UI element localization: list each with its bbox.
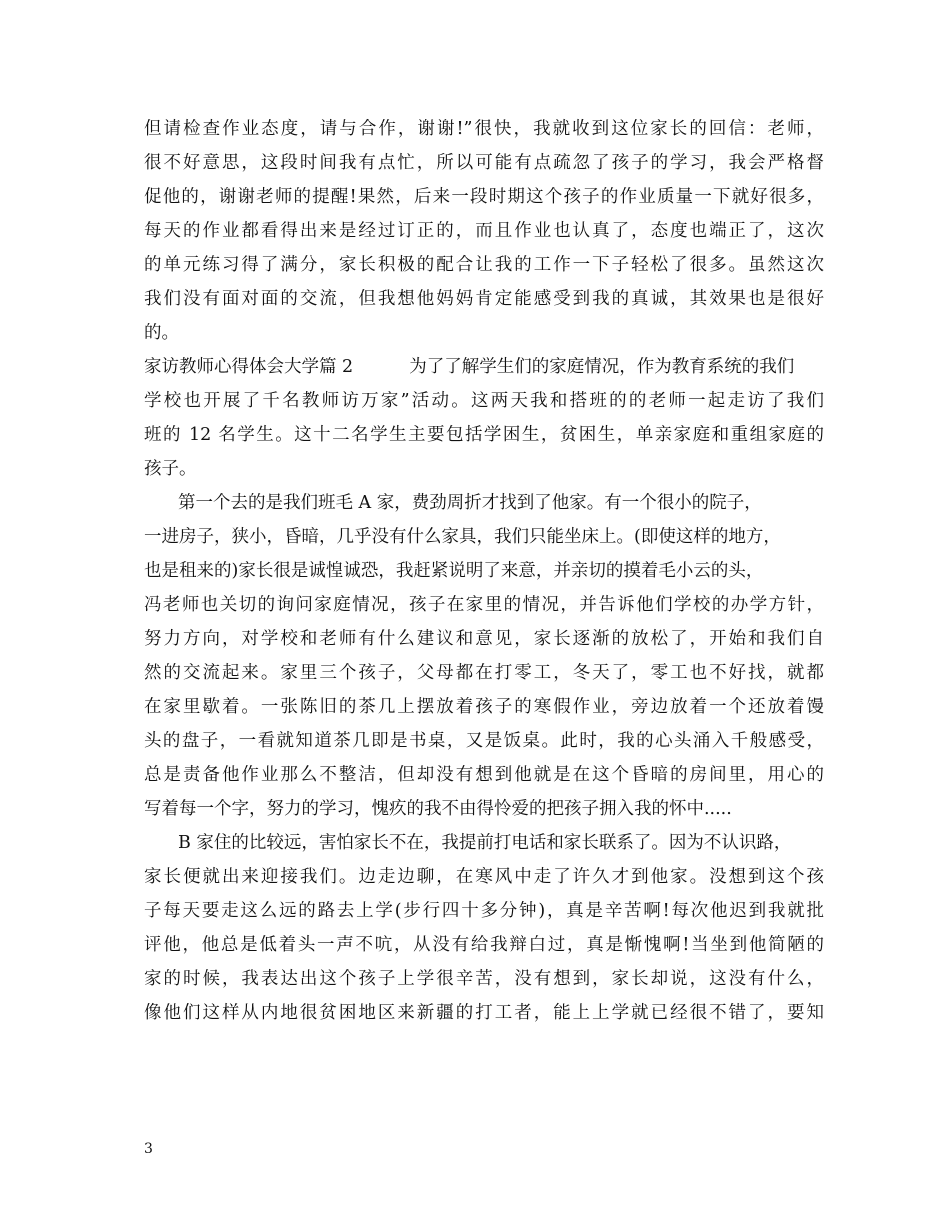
text-line-content: 的。 [144, 323, 179, 343]
text-line [144, 452, 824, 486]
text-line-content: 评他，他总是低着头一声不吭，从没有给我辩白过，真是惭愧啊!当坐到他简陋的 [144, 935, 824, 955]
text-line [144, 758, 824, 792]
text-line-content: 总是责备他作业那么不整洁，但却没有想到他就是在这个昏暗的房间里，用心的 [144, 765, 824, 785]
section-heading: 家访教师心得体会大学篇 2 [144, 357, 354, 377]
text-line-tail: 为了了解学生们的家庭情况，作为教育系统的我们 [409, 357, 795, 377]
text-line-content: 很不好意思，这段时间我有点忙，所以可能有点疏忽了孩子的学习，我会严格督 [144, 153, 824, 173]
text-line-content: 像他们这样从内地很贫困地区来新疆的打工者，能上上学就已经很不错了，要知 [144, 1003, 824, 1023]
text-line [144, 486, 824, 520]
text-line-content: 我们没有面对面的交流，但我想他妈妈肯定能感受到我的真诚，其效果也是很好 [144, 289, 824, 309]
text-line [144, 928, 824, 962]
section-heading-line [144, 350, 824, 384]
text-line [144, 384, 824, 418]
text-line [144, 894, 824, 928]
text-line-content: 每天的作业都看得出来是经过订正的，而且作业也认真了，态度也端正了，这次 [144, 221, 824, 241]
text-line-content: B 家住的比较远，害怕家长不在，我提前打电话和家长联系了。因为不认识路， [178, 833, 792, 853]
text-line [144, 656, 824, 690]
text-line-content: 促他的，谢谢老师的提醒!果然，后来一段时期这个孩子的作业质量一下就好很多， [144, 187, 824, 207]
text-line-content: 的单元练习得了满分，家长积极的配合让我的工作一下子轻松了很多。虽然这次 [144, 255, 824, 275]
text-line [144, 146, 824, 180]
text-line-content: 学校也开展了千名教师访万家”活动。这两天我和搭班的的老师一起走访了我们 [144, 391, 824, 411]
text-line [144, 418, 824, 452]
text-line [144, 826, 824, 860]
text-line-content: 冯老师也关切的询问家庭情况，孩子在家里的情况，并告诉他们学校的办学方针， [144, 595, 824, 615]
text-line [144, 860, 824, 894]
text-line [144, 520, 824, 554]
text-line-content: 在家里歇着。一张陈旧的茶几上摆放着孩子的寒假作业，旁边放着一个还放着馒 [144, 697, 824, 717]
text-line [144, 248, 824, 282]
text-line [144, 690, 824, 724]
text-line-content: 子每天要走这么远的路去上学(步行四十多分钟)，真是辛苦啊!每次他迟到我就批 [144, 901, 824, 921]
text-line [144, 554, 824, 588]
document-body [144, 112, 824, 1030]
text-line-content: 努力方向，对学校和老师有什么建议和意见，家长逐渐的放松了，开始和我们自 [144, 629, 824, 649]
text-line-content: 班的 12 名学生。这十二名学生主要包括学困生，贫困生，单亲家庭和重组家庭的 [144, 425, 824, 445]
text-line-content: 第一个去的是我们班毛 A 家，费劲周折才找到了他家。有一个很小的院子， [178, 493, 762, 513]
text-line [144, 316, 824, 350]
text-line-content: 孩子。 [144, 459, 197, 479]
text-line-content: 也是租来的)家长很是诚惶诚恐，我赶紧说明了来意，并亲切的摸着毛小云的头， [144, 561, 764, 581]
text-line [144, 282, 824, 316]
text-line-content: 但请检查作业态度，请与合作，谢谢!”很快，我就收到这位家长的回信：老师， [144, 119, 824, 139]
text-line [144, 962, 824, 996]
text-line-content: 头的盘子，一看就知道茶几即是书桌，又是饭桌。此时，我的心头涌入千般感受， [144, 731, 824, 751]
text-line-content: 写着每一个字，努力的学习，愧疚的我不由得怜爱的把孩子拥入我的怀中..... [144, 799, 732, 819]
text-line-content: 家长便就出来迎接我们。边走边聊，在寒风中走了许久才到他家。没想到这个孩 [144, 867, 824, 887]
text-line-content: 家的时候，我表达出这个孩子上学很辛苦，没有想到，家长却说，这没有什么， [144, 969, 824, 989]
text-line [144, 724, 824, 758]
text-line [144, 792, 824, 826]
text-line-content: 然的交流起来。家里三个孩子，父母都在打零工，冬天了，零工也不好找，就都 [144, 663, 824, 683]
text-line [144, 214, 824, 248]
text-line [144, 588, 824, 622]
text-line [144, 180, 824, 214]
text-line [144, 112, 824, 146]
text-line-content: 一进房子，狭小，昏暗，几乎没有什么家具，我们只能坐床上。(即使这样的地方， [144, 527, 781, 547]
page-number: 3 [144, 1141, 153, 1157]
text-line [144, 996, 824, 1030]
text-line [144, 622, 824, 656]
